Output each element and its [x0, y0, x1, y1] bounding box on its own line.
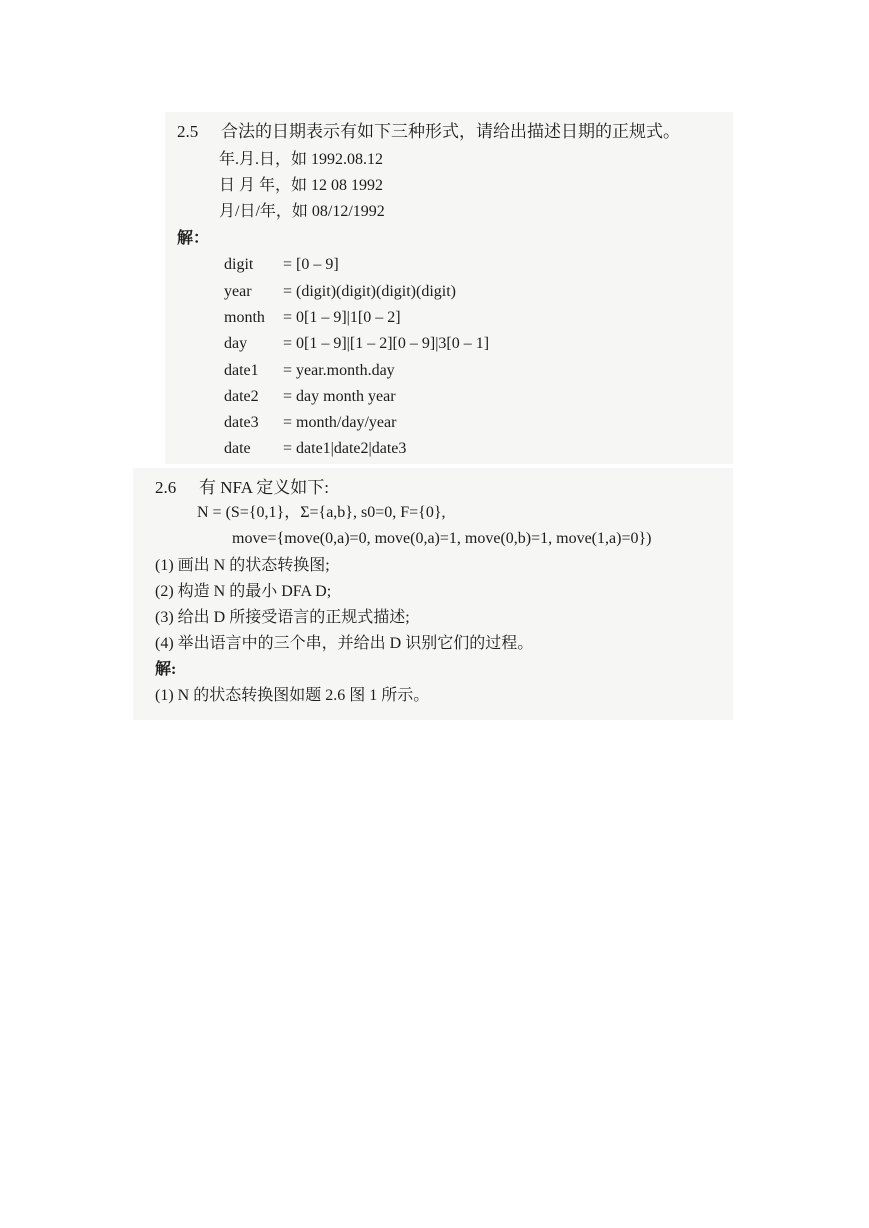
task-item: (1) 画出 N 的状态转换图; [155, 557, 330, 574]
definition-value: = date1|date2|date3 [283, 440, 407, 457]
definition-value: = year.month.day [283, 362, 395, 379]
date-format-line: 年.月.日，如 1992.08.12 [219, 151, 384, 168]
problem-number: 2.5 [177, 122, 199, 141]
problem-statement: 合法的日期表示有如下三种形式，请给出描述日期的正规式。 [221, 122, 680, 141]
definition-name: digit [224, 256, 254, 273]
task-item: (4) 举出语言中的三个串，并给出 D 识别它们的过程。 [155, 635, 534, 652]
nfa-definition-line: N = (S={0,1}，Σ={a,b}, s0=0, F={0}, [197, 504, 446, 521]
task-item: (3) 给出 D 所接受语言的正规式描述; [155, 609, 410, 626]
definition-name: day [224, 335, 248, 352]
problem-number: 2.6 [155, 478, 177, 497]
definition-value: = (digit)(digit)(digit)(digit) [283, 283, 456, 300]
definition-value: = [0 – 9] [283, 256, 339, 273]
definition-name: date2 [224, 388, 259, 405]
definition-name: date3 [224, 414, 259, 431]
definition-name: year [224, 283, 252, 300]
definition-value: = day month year [283, 388, 396, 405]
task-item: (2) 构造 N 的最小 DFA D; [155, 583, 332, 600]
definition-value: = month/day/year [283, 414, 397, 431]
definition-value: = 0[1 – 9]|[1 – 2][0 – 9]|3[0 – 1] [283, 335, 490, 352]
problem-statement: 有 NFA 定义如下: [199, 478, 330, 497]
answer-line: (1) N 的状态转换图如题 2.6 图 1 所示。 [155, 687, 430, 704]
definition-value: = 0[1 – 9]|1[0 – 2] [283, 309, 401, 326]
solution-label: 解: [155, 661, 177, 678]
definition-name: month [224, 309, 265, 326]
date-format-line: 日 月 年，如 12 08 1992 [219, 177, 384, 194]
definition-name: date [224, 440, 251, 457]
date-format-line: 月/日/年，如 08/12/1992 [219, 203, 385, 220]
nfa-move-line: move={move(0,a)=0, move(0,a)=1, move(0,b)=1, move(1,a)=0}) [232, 530, 652, 547]
solution-label: 解： [177, 230, 210, 247]
definition-name: date1 [224, 362, 259, 379]
